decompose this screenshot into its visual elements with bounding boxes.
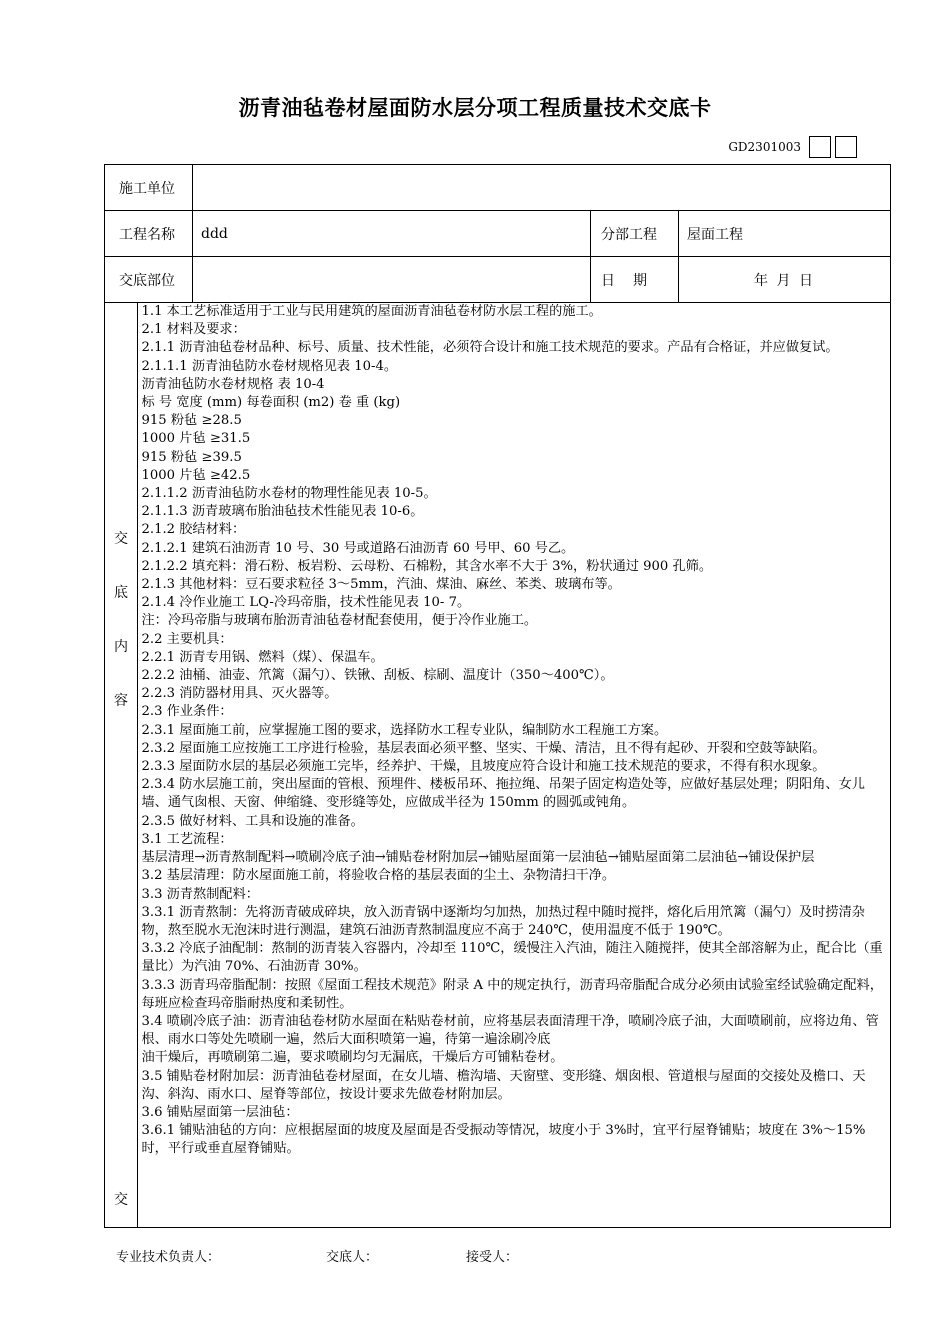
subproject-label: 分部工程 [591, 211, 679, 257]
code-box-1 [809, 136, 831, 158]
content-side-label [105, 303, 137, 1227]
content-line: 915 粉毡 ≥39.5 [141, 449, 242, 465]
side-char-4: 容 [114, 693, 128, 709]
content-line: 3.6.1 铺贴油毡的方向：应根据屋面的坡度及屋面是否受振动等情况，坡度小于 3%时，宜平行屋脊铺贴；坡度在 3%～15%时，平行或垂直屋脊铺贴。 [141, 1123, 866, 1157]
content-line: 基层清理→沥青熬制配料→喷刷冷底子油→铺贴卷材附加层→铺贴屋面第一层油毡→铺贴屋面第二层油毡→铺设保护层 [141, 850, 815, 866]
content-line: 2.3.3 屋面防水层的基层必须施工完毕，经养护、干燥，且坡度应符合设计和施工技术规范的要求，不得有积水现象。 [141, 759, 826, 775]
content-line: 2.3.1 屋面施工前，应掌握施工图的要求，选择防水工程专业队，编制防水工程施工方案。 [141, 722, 668, 738]
project-label: 工程名称 [105, 211, 193, 257]
content-line: 2.1.2.1 建筑石油沥青 10 号、30 号或道路石油沥青 60 号甲、60 号乙。 [141, 540, 575, 556]
content-line: 2.2.1 沥青专用锅、燃料（煤）、保温车。 [141, 649, 384, 665]
unit-value [193, 165, 891, 211]
content-line: 2.1.1.2 沥青油毡防水卷材的物理性能见表 10-5。 [141, 486, 437, 502]
content-line: 1000 片毡 ≥42.5 [141, 467, 251, 483]
content-line: 3.5 铺贴卷材附加层：沥青油毡卷材屋面，在女儿墙、檐沟墙、天窗壁、变形缝、烟囱根、管道根与屋面的交接处及檐口、天沟、斜沟、雨水口、屋脊等部位，按设计要求先做卷材附加层。 [141, 1068, 866, 1102]
side-char-2: 底 [114, 585, 128, 601]
content-line: 1000 片毡 ≥31.5 [141, 431, 251, 447]
content-line: 2.2 主要机具： [141, 631, 233, 647]
content-line: 3.4 喷刷冷底子油：沥青油毡卷材防水屋面在粘贴卷材前，应将基层表面清理干净，喷刷冷底子油，大面喷刷前，应将边角、管根、雨水口等处先喷刷一遍，然后大面积喷第一遍，待第一遍涂刷冷底 [141, 1013, 879, 1048]
content-text [142, 303, 887, 1227]
content-line: 3.2 基层清理：防水屋面施工前，将验收合格的基层表面的尘土、杂物清扫干净。 [141, 868, 616, 884]
part-label: 交底部位 [105, 257, 193, 303]
content-line: 2.1.1 沥青油毡卷材品种、标号、质量、技术性能，必须符合设计和施工技术规范的要求。产品有合格证，并应做复试。 [141, 340, 839, 356]
content-line: 注：冷玛帝脂与玻璃布胎沥青油毡卷材配套使用，便于冷作业施工。 [141, 613, 538, 629]
content-line: 2.3.2 屋面施工应按施工工序进行检验，基层表面必须平整、坚实、干燥、清洁，且不得有起砂、开裂和空鼓等缺陷。 [141, 740, 826, 756]
content-line: 2.2.3 消防器材用具、灭火器等。 [141, 686, 338, 702]
content-line: 沥青油毡防水卷材规格 表 10-4 [141, 376, 325, 392]
discloser-label: 交底人： [326, 1250, 379, 1265]
code-box-2 [835, 136, 857, 158]
content-line: 3.3.2 冷底子油配制：熬制的沥青装入容器内，冷却至 110℃，缓慢注入汽油，随注入随搅拌，使其全部溶解为止，配合比（重量比）为汽油 70%、石油沥青 30%。 [141, 941, 883, 975]
doc-code: GD2301003 [728, 140, 801, 154]
signature-row [116, 1246, 518, 1265]
date-label: 日 期 [591, 257, 679, 303]
content-line: 2.3.4 防水层施工前，突出屋面的管根、预埋件、楼板吊环、拖拉绳、吊架子固定构造处等，应做好基层处理；阴阳角、女儿墙、通气囱根、天窗、伸缩缝、变形缝等处，应做成半径为 150mm 的圆弧或钝角。 [141, 777, 865, 811]
content-line: 2.1.1.1 沥青油毡防水卷材规格见表 10-4。 [141, 358, 398, 374]
content-line: 2.1.2.2 填充料：滑石粉、板岩粉、云母粉、石棉粉，其含水率不大于 3%，粉状通过 900 孔筛。 [141, 558, 713, 574]
side-char-1: 交 [114, 531, 128, 547]
project-value: ddd [193, 211, 591, 257]
content-line: 2.1.1.3 沥青玻璃布胎油毡技术性能见表 10-6。 [141, 504, 424, 520]
receiver-label: 接受人： [466, 1250, 519, 1265]
part-value [193, 257, 591, 303]
content-line: 2.3.5 做好材料、工具和设施的准备。 [141, 813, 364, 829]
content-line: 2.1.2 胶结材料： [141, 522, 246, 538]
content-line: 3.3.3 沥青玛帝脂配制：按照《屋面工程技术规范》附录 A 中的规定执行，沥青玛帝脂配合成分必须由试验室经试验确定配料，每班应检查玛帝脂耐热度和柔韧性。 [141, 977, 883, 1011]
content-line: 1.1 本工艺标准适用于工业与民用建筑的屋面沥青油毡卷材防水层工程的施工。 [141, 304, 602, 319]
content-line: 3.3 沥青熬制配料： [141, 886, 259, 902]
content-inner-table [105, 303, 890, 1227]
side-char-5: 交 [114, 1192, 128, 1208]
content-line: 油干燥后，再喷刷第二遍，要求喷刷均匀无漏底，干燥后方可铺粘卷材。 [141, 1050, 564, 1066]
side-char-3: 内 [114, 639, 128, 655]
content-line: 2.3 作业条件： [141, 704, 233, 720]
content-line: 3.6 铺贴屋面第一层油毡： [141, 1104, 299, 1120]
doc-code-row [728, 135, 857, 159]
content-line: 3.3.1 沥青熬制：先将沥青破成碎块，放入沥青锅中逐渐均匀加热，加热过程中随时搅拌，熔化后用笊篱（漏勺）及时捞清杂物，熬至脱水无泡沫时进行测温，建筑石油沥青熬制温度应不高于 240℃，使用温度不低于 190℃。 [141, 904, 865, 938]
content-body [137, 303, 890, 1227]
disclosure-table [104, 164, 891, 1228]
tech-lead-label: 专业技术负责人： [116, 1250, 221, 1265]
content-line: 2.2.2 油桶、油壶、笊篱（漏勺）、铁锹、刮板、棕刷、温度计（350～400℃）。 [141, 668, 614, 684]
content-line: 2.1.3 其他材料：豆石要求粒径 3～5mm，汽油、煤油、麻丝、苯类、玻璃布等。 [141, 577, 621, 593]
date-value: 年 月 日 [679, 257, 891, 303]
content-row-cell [105, 303, 891, 1228]
unit-label: 施工单位 [105, 165, 193, 211]
content-line: 915 粉毡 ≥28.5 [141, 413, 242, 429]
content-line: 2.1.4 冷作业施工 LQ-冷玛帝脂，技术性能见表 10- 7。 [141, 595, 471, 611]
page-title: 沥青油毡卷材屋面防水层分项工程质量技术交底卡 [238, 96, 712, 120]
content-line: 2.1 材料及要求： [141, 322, 246, 338]
content-line: 3.1 工艺流程： [141, 831, 233, 847]
subproject-value: 屋面工程 [679, 211, 891, 257]
content-line: 标 号 宽度 (mm) 每卷面积 (m2) 卷 重 (kg) [141, 395, 401, 411]
